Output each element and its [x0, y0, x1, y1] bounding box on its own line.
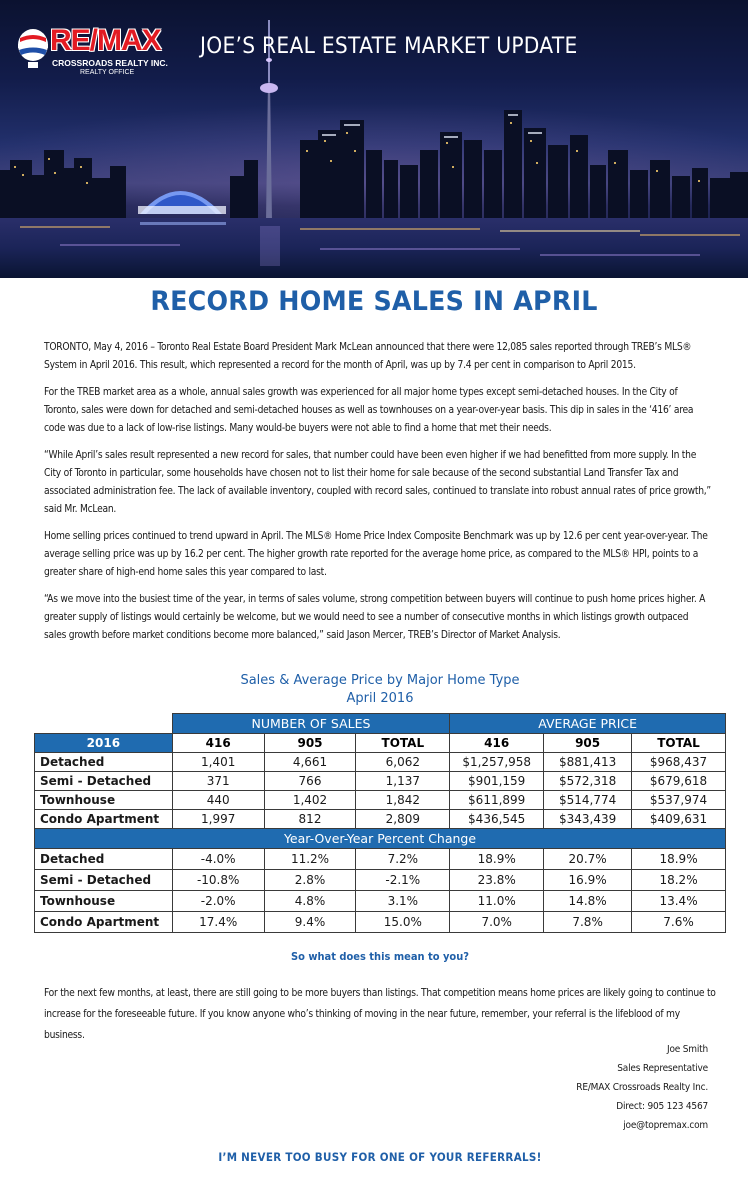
- article-headline: RECORD HOME SALES IN APRIL: [150, 286, 598, 317]
- article-paragraph: “As we move into the busiest time of the year, in terms of sales volume, strong competition between buyers will continue to push home prices higher. A greater supply of listings would certainly be welcome, but we would need to see a number of consecutive months in which listings growth outpaced sales growth before market conditions become more balanced,” said Jason Mercer, TREB’s Director of Market Analysis.: [44, 594, 706, 641]
- table-cell: $436,545: [450, 810, 544, 829]
- table-cell: 2.8%: [264, 870, 356, 891]
- table-cell: 371: [172, 772, 264, 791]
- table-cell: 18.2%: [632, 870, 726, 891]
- table-cell: $409,631: [632, 810, 726, 829]
- group-header-sales: NUMBER OF SALES: [172, 714, 449, 734]
- table-row: [35, 912, 726, 933]
- table-cell: 3.1%: [356, 891, 450, 912]
- column-header: 416: [172, 734, 264, 753]
- table-cell: 766: [264, 772, 356, 791]
- closing-paragraph: For the next few months, at least, there are still going to be more buyers than listings. That competition means home prices are likely going to continue to increase for the foreseeable future. If you know anyone who’s thinking of moving in the near future, remember, your referral is the lifeblood of my business.: [44, 988, 716, 1041]
- article-paragraph: TORONTO, May 4, 2016 – Toronto Real Estate Board President Mark McLean announced that there were 12,085 sales reported through TREB’s MLS® System in April 2016. This result, which represented a record for the month of April, was up by 7.4 per cent in comparison to April 2015.: [44, 342, 692, 371]
- table-cell: 15.0%: [356, 912, 450, 933]
- brand-wordmark: RE/MAX: [50, 24, 161, 57]
- group-header-price: AVERAGE PRICE: [450, 714, 726, 734]
- row-label: Townhouse: [35, 891, 173, 912]
- article-body: [44, 339, 712, 654]
- row-label: Detached: [35, 753, 173, 772]
- table-row: [35, 791, 726, 810]
- table-cell: 1,137: [356, 772, 450, 791]
- table-row: [35, 849, 726, 870]
- table-cell: $572,318: [544, 772, 632, 791]
- row-label: Townhouse: [35, 791, 173, 810]
- table-cell: 7.8%: [544, 912, 632, 933]
- year-header: 2016: [35, 734, 173, 753]
- table-cell: 2,809: [356, 810, 450, 829]
- row-label: Condo Apartment: [35, 912, 173, 933]
- banner-title: JOE’S REAL ESTATE MARKET UPDATE: [200, 34, 578, 59]
- footer-tagline: I’M NEVER TOO BUSY FOR ONE OF YOUR REFERRALS!: [218, 1150, 542, 1164]
- table-cell: 1,402: [264, 791, 356, 810]
- table-cell: $881,413: [544, 753, 632, 772]
- table-cell: 1,401: [172, 753, 264, 772]
- table-cell: 14.8%: [544, 891, 632, 912]
- column-header: 905: [544, 734, 632, 753]
- table-cell: $901,159: [450, 772, 544, 791]
- table-cell: 16.9%: [544, 870, 632, 891]
- table-cell: $679,618: [632, 772, 726, 791]
- table-cell: $1,257,958: [450, 753, 544, 772]
- table-cell: 7.6%: [632, 912, 726, 933]
- table-row: [35, 810, 726, 829]
- closing-question: So what does this mean to you?: [290, 950, 470, 963]
- table-cell: 23.8%: [450, 870, 544, 891]
- agent-company: RE/MAX Crossroads Realty Inc.: [576, 1082, 708, 1093]
- yoy-header: Year-Over-Year Percent Change: [35, 829, 726, 849]
- table-cell: $537,974: [632, 791, 726, 810]
- table-subtitle: April 2016: [346, 691, 414, 706]
- column-header: 416: [450, 734, 544, 753]
- header-banner: [0, 0, 748, 278]
- table-cell: 1,997: [172, 810, 264, 829]
- table-cell: 1,842: [356, 791, 450, 810]
- column-header: TOTAL: [356, 734, 450, 753]
- table-cell: 7.2%: [356, 849, 450, 870]
- table-title: Sales & Average Price by Major Home Type: [240, 673, 520, 688]
- table-cell: -10.8%: [172, 870, 264, 891]
- agent-name: Joe Smith: [667, 1044, 708, 1055]
- column-header: TOTAL: [632, 734, 726, 753]
- table-cell: 13.4%: [632, 891, 726, 912]
- table-cell: 18.9%: [450, 849, 544, 870]
- table-cell: 18.9%: [632, 849, 726, 870]
- balloon-icon: [16, 28, 50, 70]
- office-type: REALTY OFFICE: [80, 69, 135, 76]
- agent-title: Sales Representative: [617, 1063, 708, 1074]
- article-paragraph: “While April’s sales result represented a new record for sales, that number could have been even higher if we had benefitted from more supply. In the City of Toronto in particular, some households have chosen not to list their home for sale because of the second substantial Land Transfer Tax and associated administration fee. The lack of available inventory, coupled with record sales, continued to translate into robust annual rates of price growth,” said Mr. McLean.: [44, 450, 711, 515]
- office-name: CROSSROADS REALTY INC.: [52, 58, 168, 68]
- table-cell: -4.0%: [172, 849, 264, 870]
- table-row: [35, 753, 726, 772]
- table-cell: -2.1%: [356, 870, 450, 891]
- row-label: Detached: [35, 849, 173, 870]
- table-row: [35, 772, 726, 791]
- agent-phone: Direct: 905 123 4567: [616, 1101, 708, 1112]
- row-label: Condo Apartment: [35, 810, 173, 829]
- article-paragraph: Home selling prices continued to trend upward in April. The MLS® Home Price Index Composite Benchmark was up by 12.6 per cent year-over-year. The average selling price was up by 16.2 per cent. The higher growth rate reported for the average home price, as compared to the MLS® HPI, points to a greater share of high-end home sales this year compared to last.: [44, 531, 708, 578]
- table-cell: 4,661: [264, 753, 356, 772]
- table-cell: 440: [172, 791, 264, 810]
- table-cell: 17.4%: [172, 912, 264, 933]
- table-cell: $611,899: [450, 791, 544, 810]
- table-corner: [35, 714, 173, 734]
- table-cell: -2.0%: [172, 891, 264, 912]
- row-label: Semi - Detached: [35, 772, 173, 791]
- table-cell: $514,774: [544, 791, 632, 810]
- table-cell: 7.0%: [450, 912, 544, 933]
- table-row: [35, 891, 726, 912]
- row-label: Semi - Detached: [35, 870, 173, 891]
- table-cell: 4.8%: [264, 891, 356, 912]
- table-cell: 11.0%: [450, 891, 544, 912]
- table-cell: 11.2%: [264, 849, 356, 870]
- table-cell: 20.7%: [544, 849, 632, 870]
- signature-block: [576, 1040, 708, 1135]
- remax-logo: [12, 24, 168, 96]
- article-paragraph: For the TREB market area as a whole, annual sales growth was experienced for all major home types except semi-detached houses. In the City of Toronto, sales were down for detached and semi-detached houses as well as townhouses on a year-over-year basis. This dip in sales in the ‘416’ area code was due to a lack of low-rise listings. Many would-be buyers were not able to find a home that met their needs.: [44, 387, 694, 434]
- table-cell: 6,062: [356, 753, 450, 772]
- agent-email[interactable]: joe@topremax.com: [623, 1120, 708, 1131]
- column-header: 905: [264, 734, 356, 753]
- table-row: [35, 870, 726, 891]
- sales-price-table: [34, 713, 726, 933]
- table-cell: 9.4%: [264, 912, 356, 933]
- table-cell: 812: [264, 810, 356, 829]
- table-cell: $343,439: [544, 810, 632, 829]
- table-cell: $968,437: [632, 753, 726, 772]
